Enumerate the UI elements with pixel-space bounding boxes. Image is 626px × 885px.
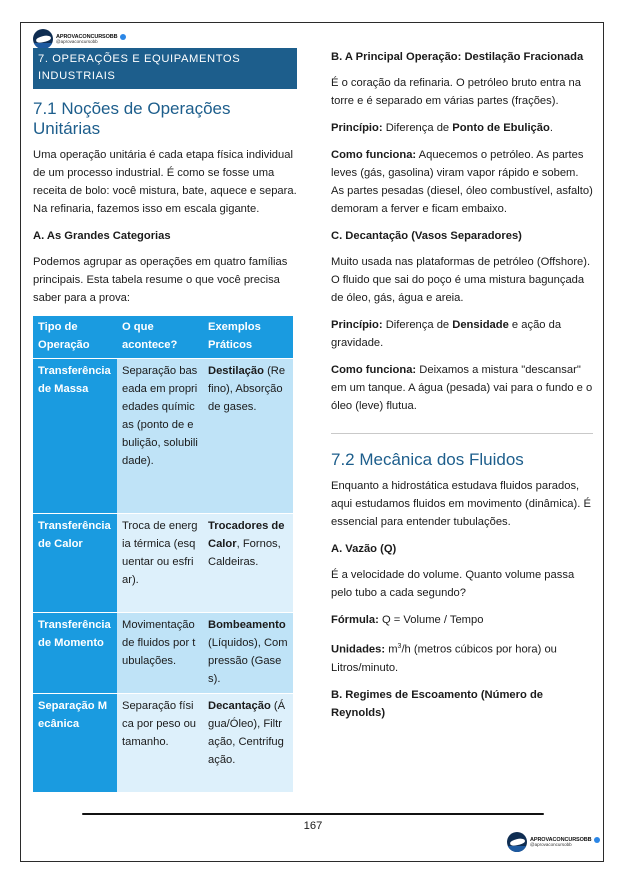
distillation-text: É o coração da refinaria. O petróleo bruto entra na torre e é separado em várias partes (frações). xyxy=(331,77,582,107)
logo-handle: @aprovaconcursobb xyxy=(530,841,572,847)
section-7-1-intro: Uma operação unitária é cada etapa física individual de um processo industrial. É como se fosse uma receita de bolo: você mistura, bate, aquece e separa. Na refinaria, fazemos isso em escala gigante. xyxy=(33,149,297,215)
section-divider xyxy=(331,433,593,434)
chapter-title: 7. OPERAÇÕES E EQUIPAMENTOS INDUSTRIAIS xyxy=(33,48,297,89)
distillation-principle: Princípio: Diferença de Ponto de Ebulição. xyxy=(331,122,553,134)
subheading-a-flow: A. Vazão (Q) xyxy=(331,543,397,555)
footer-rule xyxy=(82,813,544,815)
decantation-text: Muito usada nas plataformas de petróleo (Offshore). O fluido que sai do poço é uma mistura bagunçada de óleo, gás, água e areia. xyxy=(331,256,591,304)
subheading-a-categories: A. As Grandes Categorias xyxy=(33,230,171,242)
operation-description: Movimentação de fluidos por tubulações. xyxy=(117,613,203,694)
subheading-c-decantation: C. Decantação (Vasos Separadores) xyxy=(331,230,522,242)
operations-table xyxy=(33,316,293,793)
operation-description: Separação física por peso ou tamanho. xyxy=(117,694,203,793)
right-column xyxy=(331,48,593,730)
logo-bottom xyxy=(507,832,600,852)
flow-formula: Fórmula: Q = Volume / Tempo xyxy=(331,614,484,626)
flow-units: Unidades: $m^3/h$ (metros cúbicos por hora) ou Litros/minuto. xyxy=(331,643,557,674)
operation-examples: Trocadores de Calor, Fornos, Caldeiras. xyxy=(203,514,293,613)
operation-description: Separação baseada em propriedades químicas (ponto de ebulição, solubilidade). xyxy=(117,359,203,514)
table-row xyxy=(33,694,293,793)
distillation-how: Como funciona: Aquecemos o petróleo. As partes leves (gás, gasolina) viram vapor rápido e sobem. As partes pesadas (diesel, óleo combustível, asfalto) demoram a ferver e ficam embaixo. xyxy=(331,149,593,215)
decantation-how: Como funciona: Deixamos a mistura "descansar" em um tanque. A água (pesada) vai para o fundo e o óleo (leve) flutua. xyxy=(331,364,593,412)
section-7-2-intro: Enquanto a hidrostática estudava fluidos parados, aqui estudamos fluidos em movimento (dinâmica). É essencial para entender tubulações. xyxy=(331,480,591,528)
logo-top xyxy=(33,29,126,49)
eagle-logo-icon xyxy=(33,29,53,49)
table-row xyxy=(33,359,293,514)
page-number: 167 xyxy=(303,820,323,832)
logo-brand: APROVACONCURSOBB xyxy=(56,33,118,40)
section-7-1-title: 7.1 Noções de Operações Unitárias xyxy=(33,99,231,138)
operation-type: Separação Mecânica xyxy=(33,694,117,793)
table-header: Exemplos Práticos xyxy=(203,316,293,359)
operation-type: Transferência de Calor xyxy=(33,514,117,613)
flow-text: É a velocidade do volume. Quanto volume passa pelo tubo a cada segundo? xyxy=(331,569,575,599)
table-header: O que acontece? xyxy=(117,316,203,359)
categories-text: Podemos agrupar as operações em quatro famílias principais. Esta tabela resume o que você precisa saber para a prova: xyxy=(33,256,288,304)
eagle-logo-icon xyxy=(507,832,527,852)
operation-examples: Destilação (Refino), Absorção de gases. xyxy=(203,359,293,514)
table-row xyxy=(33,613,293,694)
decantation-principle: Princípio: Diferença de Densidade e ação da gravidade. xyxy=(331,319,562,349)
subheading-b-regimes: B. Regimes de Escoamento (Número de Reynolds) xyxy=(331,688,543,719)
left-column xyxy=(33,48,297,793)
operation-type: Transferência de Momento xyxy=(33,613,117,694)
logo-handle: @aprovaconcursobb xyxy=(56,38,98,44)
subheading-b-distillation: B. A Principal Operação: Destilação Fracionada xyxy=(331,51,584,63)
table-row xyxy=(33,514,293,613)
logo-brand: APROVACONCURSOBB xyxy=(530,836,592,843)
table-header: Tipo de Operação xyxy=(33,316,117,359)
operation-type: Transferência de Massa xyxy=(33,359,117,514)
section-7-2-title: 7.2 Mecânica dos Fluidos xyxy=(331,450,524,469)
operation-examples: Bombeamento (Líquidos), Compressão (Gases). xyxy=(203,613,293,694)
operation-description: Troca de energia térmica (esquentar ou esfriar). xyxy=(117,514,203,613)
operation-examples: Decantação (Água/Óleo), Filtração, Centrifugação. xyxy=(203,694,293,793)
